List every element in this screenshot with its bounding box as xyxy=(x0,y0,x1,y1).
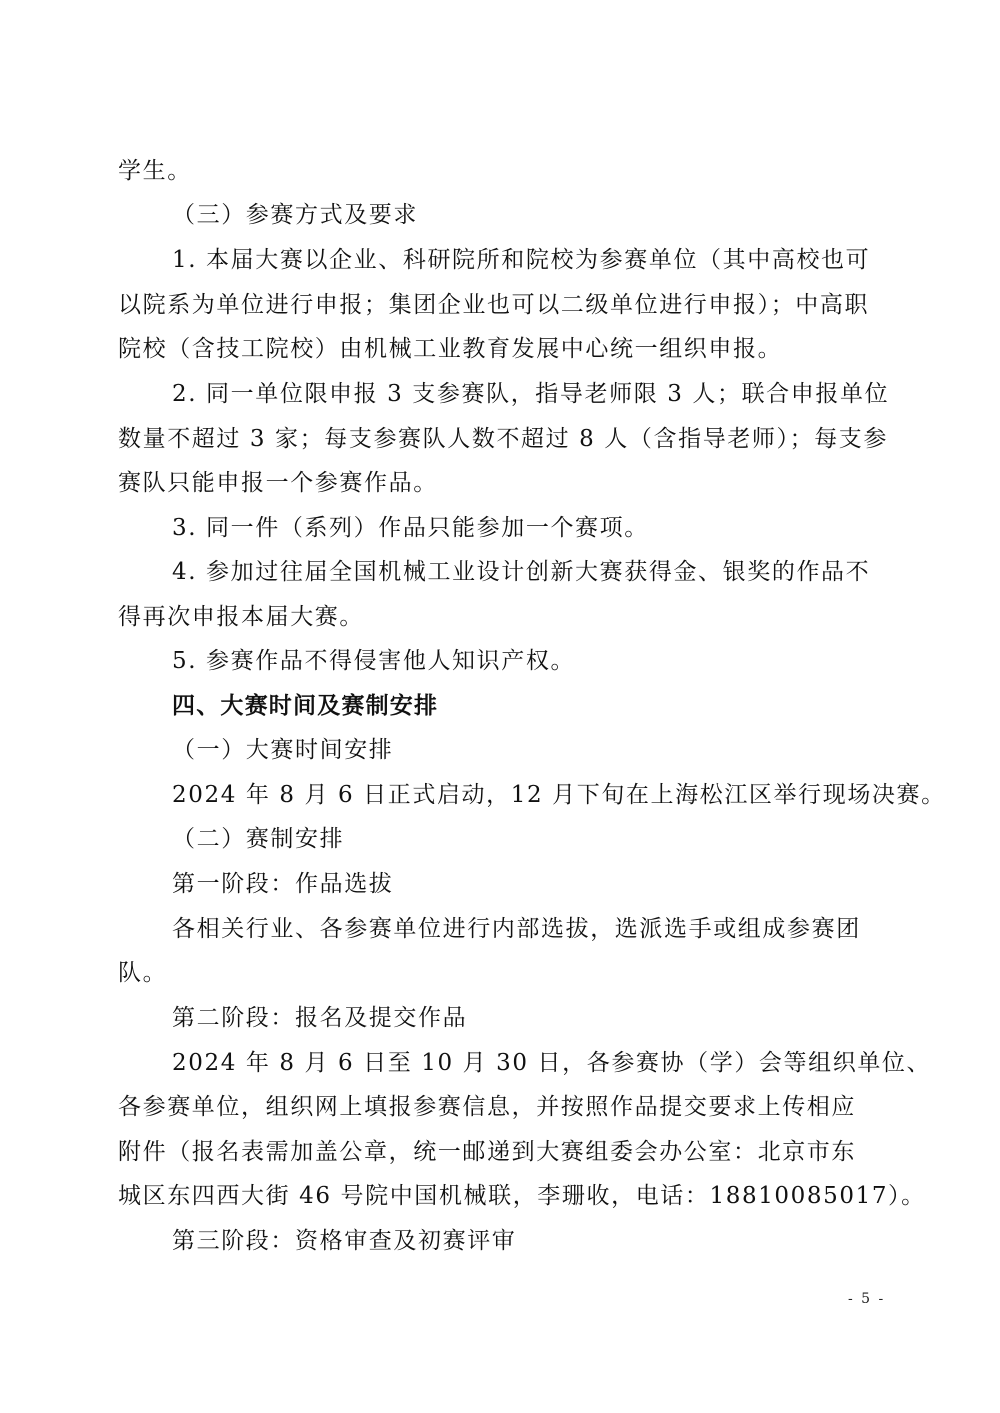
paragraph-line: 4. 参加过往届全国机械工业设计创新大赛获得金、银奖的作品不 xyxy=(172,559,871,585)
section-heading: （三）参赛方式及要求 xyxy=(172,202,418,228)
paragraph-line: 2. 同一单位限申报 3 支参赛队，指导老师限 3 人；联合申报单位 xyxy=(172,381,890,407)
paragraph-line: 3. 同一件（系列）作品只能参加一个赛项。 xyxy=(172,515,649,541)
paragraph-line: 各参赛单位，组织网上填报参赛信息，并按照作品提交要求上传相应 xyxy=(118,1094,856,1120)
paragraph-line: 得再次申报本届大赛。 xyxy=(118,604,364,630)
paragraph-line: 学生。 xyxy=(118,158,192,184)
paragraph-line: 队。 xyxy=(118,960,168,986)
paragraph-line: 以院系为单位进行申报；集团企业也可以二级单位进行申报）；中高职 xyxy=(118,292,870,318)
paragraph-line: 附件（报名表需加盖公章，统一邮递到大赛组委会办公室：北京市东 xyxy=(118,1139,856,1165)
section-heading: （二）赛制安排 xyxy=(172,826,345,852)
paragraph-line: 赛队只能申报一个参赛作品。 xyxy=(118,470,438,496)
chapter-heading: 四、大赛时间及赛制安排 xyxy=(172,693,439,719)
section-heading: （一）大赛时间安排 xyxy=(172,737,394,763)
stage-heading: 第三阶段：资格审查及初赛评审 xyxy=(172,1228,517,1254)
paragraph-line: 各相关行业、各参赛单位进行内部选拔，选派选手或组成参赛团 xyxy=(172,916,861,942)
stage-heading: 第一阶段：作品选拔 xyxy=(172,871,394,897)
paragraph-line: 1. 本届大赛以企业、科研院所和院校为参赛单位（其中高校也可 xyxy=(172,247,871,273)
paragraph-line: 院校（含技工院校）由机械工业教育发展中心统一组织申报。 xyxy=(118,336,783,362)
paragraph-line: 2024 年 8 月 6 日正式启动，12 月下旬在上海松江区举行现场决赛。 xyxy=(172,782,946,808)
paragraph-line: 5. 参赛作品不得侵害他人知识产权。 xyxy=(172,648,576,674)
paragraph-line: 城区东四西大街 46 号院中国机械联，李珊收，电话：18810085017）。 xyxy=(118,1183,926,1209)
page-number: - 5 - xyxy=(848,1291,886,1307)
paragraph-line: 数量不超过 3 家；每支参赛队人数不超过 8 人（含指导老师）；每支参 xyxy=(118,426,889,452)
paragraph-line: 2024 年 8 月 6 日至 10 月 30 日，各参赛协（学）会等组织单位、 xyxy=(172,1050,932,1076)
stage-heading: 第二阶段：报名及提交作品 xyxy=(172,1005,468,1031)
